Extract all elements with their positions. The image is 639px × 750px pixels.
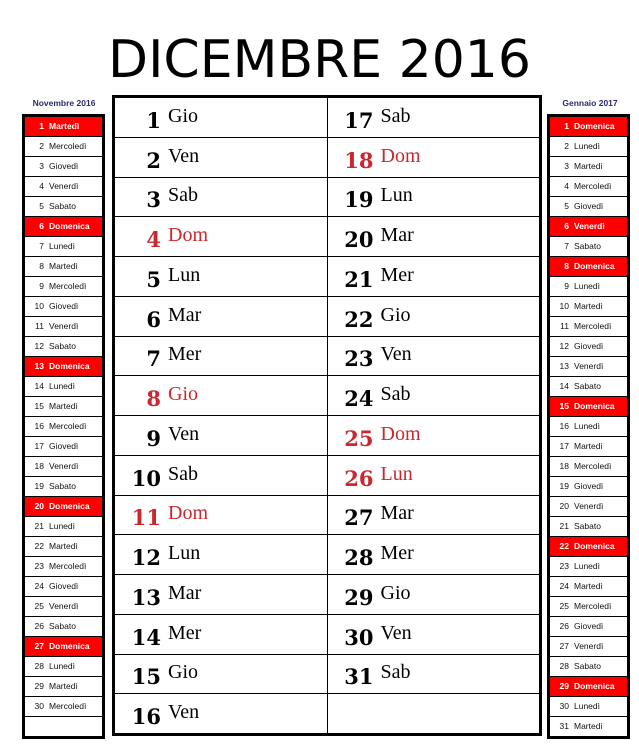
day-row xyxy=(25,557,102,576)
day-name: Martedì xyxy=(49,261,78,271)
day-number: 28 xyxy=(559,661,569,671)
day-number: 14 xyxy=(34,381,44,391)
day-name: Lunedì xyxy=(49,661,75,671)
day-number: 15 xyxy=(131,664,161,690)
day-name: Martedì xyxy=(574,441,603,451)
day-number: 23 xyxy=(559,561,569,571)
day-name: Mar xyxy=(380,224,414,247)
day-number: 27 xyxy=(344,505,374,531)
day-row xyxy=(550,597,627,616)
day-cell xyxy=(115,257,327,297)
day-cell xyxy=(328,496,540,536)
day-number: 28 xyxy=(344,545,374,571)
day-name: Dom xyxy=(380,422,421,445)
day-number: 11 xyxy=(560,321,569,331)
day-number: 8 xyxy=(146,386,161,412)
day-row xyxy=(550,177,627,196)
day-row xyxy=(550,337,627,356)
day-cell xyxy=(115,217,327,257)
day-name: Lun xyxy=(168,542,201,565)
day-number: 6 xyxy=(564,221,569,231)
day-name: Gio xyxy=(380,303,411,326)
day-name: Venerdì xyxy=(574,361,604,371)
day-name: Dom xyxy=(168,502,208,525)
day-number: 2 xyxy=(564,141,569,151)
day-name: Ven xyxy=(168,701,200,724)
day-number: 22 xyxy=(34,541,44,551)
day-row xyxy=(550,557,627,576)
day-cell xyxy=(115,575,327,615)
day-number: 3 xyxy=(564,161,569,171)
day-name: Sabato xyxy=(49,341,76,351)
day-name: Martedì xyxy=(49,681,78,691)
day-number: 6 xyxy=(146,306,161,332)
day-name: Sab xyxy=(168,184,198,207)
day-row xyxy=(25,437,102,456)
day-name: Domenica xyxy=(49,641,90,651)
day-number: 27 xyxy=(34,641,44,651)
day-name: Sabato xyxy=(49,621,76,631)
day-number: 4 xyxy=(564,181,569,191)
day-name: Mercoledì xyxy=(49,701,87,711)
day-row xyxy=(550,677,627,696)
day-number: 8 xyxy=(564,261,569,271)
day-name: Venerdì xyxy=(574,221,605,231)
day-name: Ven xyxy=(380,343,412,366)
day-row xyxy=(25,697,102,716)
day-row xyxy=(550,457,627,476)
day-name: Lunedì xyxy=(574,421,600,431)
day-number: 5 xyxy=(146,266,161,292)
day-row xyxy=(550,317,627,336)
day-row xyxy=(550,437,627,456)
day-row xyxy=(25,357,102,376)
day-number: 21 xyxy=(34,521,44,531)
day-cell xyxy=(328,297,540,337)
day-number: 24 xyxy=(559,581,569,591)
day-number: 1 xyxy=(146,107,161,133)
day-number: 26 xyxy=(34,621,44,631)
day-name: Giovedì xyxy=(49,581,79,591)
day-number: 18 xyxy=(34,461,44,471)
day-number: 21 xyxy=(344,266,374,292)
day-row xyxy=(550,117,627,136)
day-number: 17 xyxy=(559,441,569,451)
day-number xyxy=(328,711,374,717)
day-number: 12 xyxy=(559,341,569,351)
day-name: Mer xyxy=(168,621,202,644)
day-row xyxy=(550,297,627,316)
next-month-list xyxy=(547,114,630,739)
day-number: 18 xyxy=(559,461,569,471)
day-number: 11 xyxy=(131,505,161,531)
day-row xyxy=(550,237,627,256)
day-number: 14 xyxy=(131,624,161,650)
day-name: Sabato xyxy=(49,481,76,491)
day-number: 26 xyxy=(344,465,374,491)
day-row xyxy=(25,657,102,676)
day-name: Martedì xyxy=(574,161,603,171)
day-name: Mercoledì xyxy=(574,181,612,191)
day-row xyxy=(550,617,627,636)
day-name: Martedì xyxy=(574,721,603,731)
day-number: 23 xyxy=(34,561,44,571)
day-name: Mercoledì xyxy=(49,421,87,431)
day-name: Giovedì xyxy=(574,341,604,351)
day-row xyxy=(25,457,102,476)
day-number: 29 xyxy=(344,584,374,610)
day-row xyxy=(550,477,627,496)
day-cell xyxy=(328,416,540,456)
day-name: Venerdì xyxy=(49,461,79,471)
day-row xyxy=(550,717,627,736)
day-name: Dom xyxy=(168,224,208,247)
day-name: Martedì xyxy=(574,581,603,591)
day-row xyxy=(550,637,627,656)
day-number: 1 xyxy=(39,121,44,131)
day-row xyxy=(25,597,102,616)
day-row xyxy=(25,497,102,516)
day-name: Lun xyxy=(380,462,413,485)
day-row xyxy=(550,517,627,536)
day-number: 10 xyxy=(34,301,44,311)
day-row xyxy=(25,137,102,156)
day-cell xyxy=(328,575,540,615)
day-number: 3 xyxy=(146,187,161,213)
day-number: 7 xyxy=(39,241,44,251)
day-name: Sabato xyxy=(574,661,601,671)
day-row xyxy=(25,417,102,436)
day-number: 9 xyxy=(564,281,569,291)
day-number: 20 xyxy=(559,501,569,511)
day-number: 25 xyxy=(559,601,569,611)
day-name: Mercoledì xyxy=(574,321,612,331)
day-number: 9 xyxy=(146,425,161,451)
day-name: Giovedì xyxy=(49,301,79,311)
day-name: Lunedì xyxy=(574,701,600,711)
day-name: Ven xyxy=(168,422,200,445)
day-row xyxy=(25,677,102,696)
day-number: 16 xyxy=(559,421,569,431)
day-number: 21 xyxy=(559,521,569,531)
day-number: 2 xyxy=(39,141,44,151)
day-row xyxy=(25,397,102,416)
day-row xyxy=(25,297,102,316)
day-number: 29 xyxy=(34,681,44,691)
day-row xyxy=(25,517,102,536)
day-cell xyxy=(115,178,327,218)
day-name: Mercoledì xyxy=(49,281,87,291)
day-number: 11 xyxy=(35,321,44,331)
day-cell xyxy=(115,416,327,456)
next-month-header: Gennaio 2017 xyxy=(562,98,618,108)
day-row xyxy=(25,157,102,176)
day-number: 28 xyxy=(34,661,44,671)
day-name: Mer xyxy=(380,542,414,565)
day-number: 17 xyxy=(34,441,44,451)
day-row xyxy=(550,157,627,176)
day-cell xyxy=(328,98,540,138)
day-name: Dom xyxy=(380,144,421,167)
day-number: 16 xyxy=(34,421,44,431)
day-number: 30 xyxy=(344,624,374,650)
day-name: Mercoledì xyxy=(574,461,612,471)
day-cell xyxy=(115,655,327,695)
day-name: Domenica xyxy=(574,401,615,411)
day-name: Gio xyxy=(380,581,411,604)
day-number: 30 xyxy=(559,701,569,711)
day-number: 10 xyxy=(559,301,569,311)
day-name: Mercoledì xyxy=(49,141,87,151)
prev-month-list xyxy=(22,114,105,739)
day-row xyxy=(550,497,627,516)
day-number: 24 xyxy=(34,581,44,591)
day-number: 12 xyxy=(131,545,161,571)
day-name: Mercoledì xyxy=(574,601,612,611)
day-row xyxy=(25,337,102,356)
day-row xyxy=(550,357,627,376)
day-number: 10 xyxy=(131,465,161,491)
day-row xyxy=(550,257,627,276)
day-name: Lun xyxy=(168,263,201,286)
day-cell xyxy=(115,535,327,575)
day-cell xyxy=(115,98,327,138)
day-row xyxy=(25,377,102,396)
day-name: Martedì xyxy=(49,401,78,411)
day-name: Venerdì xyxy=(49,181,79,191)
day-name: Giovedì xyxy=(574,201,604,211)
day-name: Ven xyxy=(380,621,412,644)
day-name: Venerdì xyxy=(49,601,79,611)
day-number: 8 xyxy=(39,261,44,271)
day-name: Giovedì xyxy=(574,481,604,491)
day-number: 31 xyxy=(559,721,569,731)
month-grid xyxy=(112,95,542,736)
day-number: 9 xyxy=(39,281,44,291)
day-name: Gio xyxy=(168,104,198,127)
day-name: Martedì xyxy=(574,301,603,311)
day-cell xyxy=(115,615,327,655)
day-name: Sab xyxy=(380,104,411,127)
day-name: Gio xyxy=(168,661,198,684)
day-name: Domenica xyxy=(574,121,615,131)
month-column-1 xyxy=(115,98,327,733)
day-number: 13 xyxy=(131,584,161,610)
day-row xyxy=(550,137,627,156)
page-title: DICEMBRE 2016 xyxy=(108,30,531,90)
day-name: Mer xyxy=(380,263,414,286)
day-cell xyxy=(115,138,327,178)
day-name: Venerdì xyxy=(574,501,604,511)
day-row xyxy=(25,537,102,556)
day-cell xyxy=(115,496,327,536)
day-cell xyxy=(328,615,540,655)
day-name: Martedì xyxy=(49,541,78,551)
day-number: 12 xyxy=(34,341,44,351)
day-cell xyxy=(115,456,327,496)
day-name: Giovedì xyxy=(574,621,604,631)
day-name: Sabato xyxy=(49,201,76,211)
day-number: 27 xyxy=(559,641,569,651)
day-row xyxy=(550,397,627,416)
day-cell xyxy=(328,655,540,695)
day-number: 25 xyxy=(344,425,374,451)
day-cell xyxy=(328,337,540,377)
day-row xyxy=(25,197,102,216)
day-cell xyxy=(115,337,327,377)
day-name: Mercoledì xyxy=(49,561,87,571)
day-number: 6 xyxy=(39,221,44,231)
month-column-2 xyxy=(327,98,540,733)
day-name: Giovedì xyxy=(49,161,79,171)
day-name: Sab xyxy=(168,462,198,485)
day-cell xyxy=(115,694,327,733)
day-name: Mar xyxy=(168,303,202,326)
day-name: Domenica xyxy=(574,261,615,271)
day-row xyxy=(550,217,627,236)
day-name: Mer xyxy=(168,343,202,366)
day-row xyxy=(25,257,102,276)
day-row xyxy=(550,277,627,296)
day-cell xyxy=(328,257,540,297)
day-cell xyxy=(328,217,540,257)
day-cell xyxy=(328,456,540,496)
day-name: Sabato xyxy=(574,241,601,251)
day-name: Martedì xyxy=(49,121,80,131)
day-cell xyxy=(328,178,540,218)
day-cell xyxy=(328,138,540,178)
day-number: 19 xyxy=(344,187,374,213)
day-number: 17 xyxy=(344,107,374,133)
day-row xyxy=(550,377,627,396)
day-row xyxy=(25,617,102,636)
day-number: 19 xyxy=(559,481,569,491)
day-number: 23 xyxy=(344,346,374,372)
day-name: Lun xyxy=(380,184,413,207)
day-number: 3 xyxy=(39,161,44,171)
day-name: Venerdì xyxy=(49,321,79,331)
day-number: 5 xyxy=(39,201,44,211)
day-row xyxy=(25,577,102,596)
day-cell xyxy=(328,376,540,416)
day-cell xyxy=(328,535,540,575)
day-cell xyxy=(115,297,327,337)
day-number: 25 xyxy=(34,601,44,611)
day-row xyxy=(25,277,102,296)
day-cell xyxy=(115,376,327,416)
day-name: Domenica xyxy=(574,681,615,691)
day-number: 18 xyxy=(344,147,374,173)
day-row xyxy=(550,197,627,216)
day-row xyxy=(25,637,102,656)
day-number: 7 xyxy=(146,346,161,372)
day-name: Lunedì xyxy=(49,381,75,391)
day-name: Lunedì xyxy=(574,141,600,151)
day-number: 5 xyxy=(564,201,569,211)
day-number: 31 xyxy=(344,664,374,690)
day-number: 14 xyxy=(559,381,569,391)
day-name: Sabato xyxy=(574,381,601,391)
day-row xyxy=(25,477,102,496)
day-row xyxy=(550,577,627,596)
day-number: 13 xyxy=(559,361,569,371)
day-number: 4 xyxy=(39,181,44,191)
day-name: Sab xyxy=(380,383,411,406)
day-number: 7 xyxy=(564,241,569,251)
day-name: Domenica xyxy=(574,541,615,551)
day-name: Sab xyxy=(380,661,411,684)
day-number: 26 xyxy=(559,621,569,631)
day-cell xyxy=(328,694,540,733)
day-number: 2 xyxy=(146,147,161,173)
day-row xyxy=(550,537,627,556)
day-name: Ven xyxy=(168,144,200,167)
day-row xyxy=(25,237,102,256)
day-number: 24 xyxy=(344,386,374,412)
day-row xyxy=(550,657,627,676)
day-name: Lunedì xyxy=(49,241,75,251)
day-number: 19 xyxy=(34,481,44,491)
day-row xyxy=(25,717,102,736)
day-row xyxy=(550,417,627,436)
day-row xyxy=(25,217,102,236)
day-row xyxy=(25,177,102,196)
day-name: Domenica xyxy=(49,361,90,371)
day-name: Domenica xyxy=(49,221,90,231)
day-row xyxy=(25,317,102,336)
day-name: Lunedì xyxy=(49,521,75,531)
day-name: Mar xyxy=(380,502,414,525)
day-number: 30 xyxy=(34,701,44,711)
day-number: 20 xyxy=(344,227,374,253)
day-number: 20 xyxy=(34,501,44,511)
day-number: 15 xyxy=(559,401,569,411)
day-row xyxy=(550,697,627,716)
day-row xyxy=(25,117,102,136)
day-number: 22 xyxy=(559,541,569,551)
day-name: Sabato xyxy=(574,521,601,531)
day-number: 16 xyxy=(131,704,161,730)
day-name: Lunedì xyxy=(574,281,600,291)
day-name: Gio xyxy=(168,383,198,406)
day-number: 22 xyxy=(344,306,374,332)
day-name: Giovedì xyxy=(49,441,79,451)
day-name: Lunedì xyxy=(574,561,600,571)
day-name: Domenica xyxy=(49,501,90,511)
day-name: Venerdì xyxy=(574,641,604,651)
day-number: 29 xyxy=(559,681,569,691)
prev-month-header: Novembre 2016 xyxy=(32,98,96,108)
day-number: 4 xyxy=(146,227,161,253)
day-number: 13 xyxy=(34,361,44,371)
day-name: Mar xyxy=(168,581,202,604)
day-number: 15 xyxy=(34,401,44,411)
day-number: 1 xyxy=(564,121,569,131)
